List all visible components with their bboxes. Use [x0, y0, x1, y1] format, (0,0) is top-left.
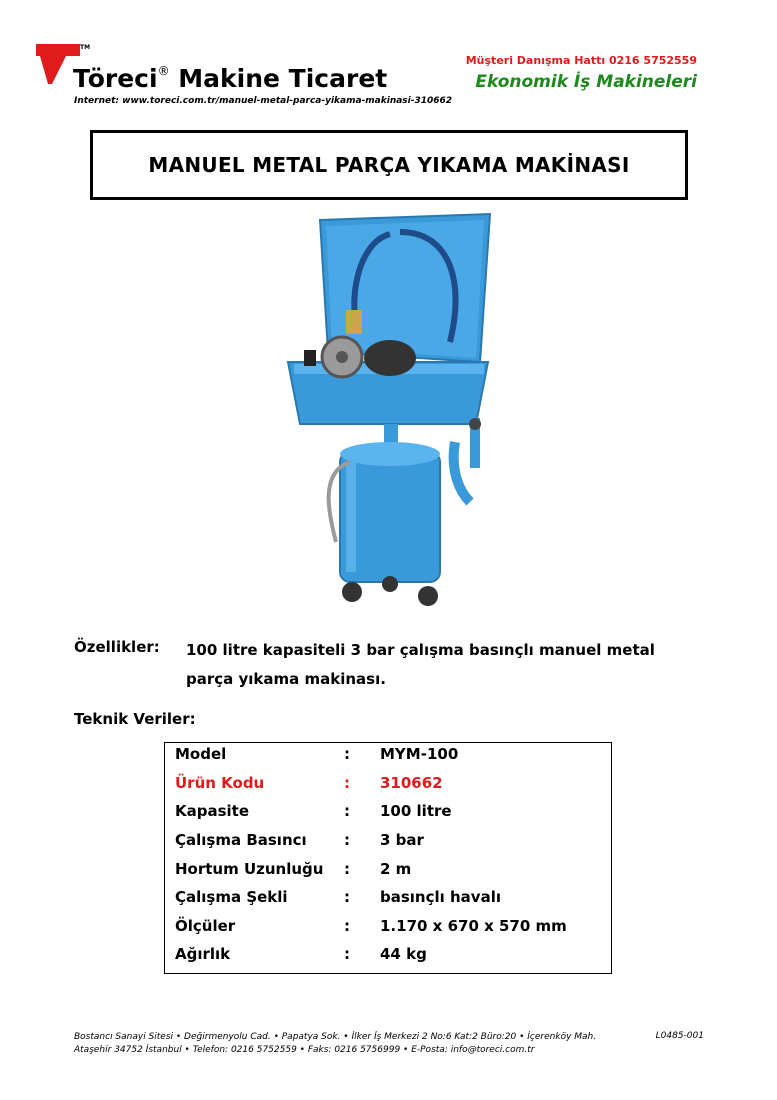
parts-washer-machine-icon	[280, 212, 500, 612]
spec-table	[164, 742, 612, 974]
spec-value: basınçlı havalı	[380, 888, 501, 906]
spec-sep: :	[344, 945, 350, 963]
spec-key: Model	[175, 745, 227, 763]
brand-suffix: Makine Ticaret	[178, 64, 388, 93]
features-line-2: parça yıkama makinası.	[186, 670, 386, 688]
page-title: MANUEL METAL PARÇA YIKAMA MAKİNASI	[148, 153, 630, 177]
spec-key: Ağırlık	[175, 945, 231, 963]
footer-address	[74, 1031, 596, 1057]
customer-hotline: Müşteri Danışma Hattı 0216 5752559	[465, 54, 697, 67]
features-line-1: 100 litre kapasiteli 3 bar çalışma basınçlı manuel metal	[186, 641, 655, 659]
footer-line-1: Bostancı Sanayi Sitesi • Değirmenyolu Cad. • Papatya Sok. • İlker İş Merkezi 2 No:6 Kat:2 Büro:20 • İçerenköy Mah.	[74, 1032, 597, 1042]
spec-sep: :	[344, 888, 350, 906]
spec-key: Çalışma Şekli	[175, 888, 288, 906]
spec-sep: :	[344, 774, 350, 792]
registered-mark: ®	[157, 64, 170, 78]
document-code: L0485-001	[655, 1031, 704, 1041]
spec-key: Hortum Uzunluğu	[175, 860, 324, 878]
website-url[interactable]: Internet: www.toreci.com.tr/manuel-metal-parca-yikama-makinasi-310662	[74, 96, 453, 106]
spec-value: 1.170 x 670 x 570 mm	[380, 917, 567, 935]
spec-key: Çalışma Basıncı	[175, 831, 307, 849]
spec-value: 100 litre	[380, 802, 452, 820]
features-text	[186, 636, 696, 694]
tech-specs-label: Teknik Veriler:	[74, 710, 196, 728]
spec-key: Ürün Kodu	[175, 774, 265, 792]
spec-sep: :	[344, 802, 350, 820]
spec-sep: :	[344, 860, 350, 878]
brand-name-text: Töreci	[73, 64, 158, 93]
trademark-mark: TM	[80, 44, 91, 51]
title-box	[90, 130, 688, 200]
spec-sep: :	[344, 917, 350, 935]
spec-value: 310662	[380, 774, 443, 792]
spec-sep: :	[344, 745, 350, 763]
features-label: Özellikler:	[74, 638, 160, 656]
footer-line-2: Ataşehir 34752 İstanbul • Telefon: 0216 5752559 • Faks: 0216 5756999 • E-Posta: info@toreci.com.tr	[74, 1045, 535, 1055]
spec-value: 3 bar	[380, 831, 424, 849]
spec-value: 44 kg	[380, 945, 427, 963]
spec-value: 2 m	[380, 860, 412, 878]
brand-name	[73, 64, 387, 93]
spec-key: Ölçüler	[175, 917, 236, 935]
slogan: Ekonomik İş Makineleri	[475, 72, 697, 92]
spec-key: Kapasite	[175, 802, 250, 820]
spec-sep: :	[344, 831, 350, 849]
spec-value: MYM-100	[380, 745, 459, 763]
